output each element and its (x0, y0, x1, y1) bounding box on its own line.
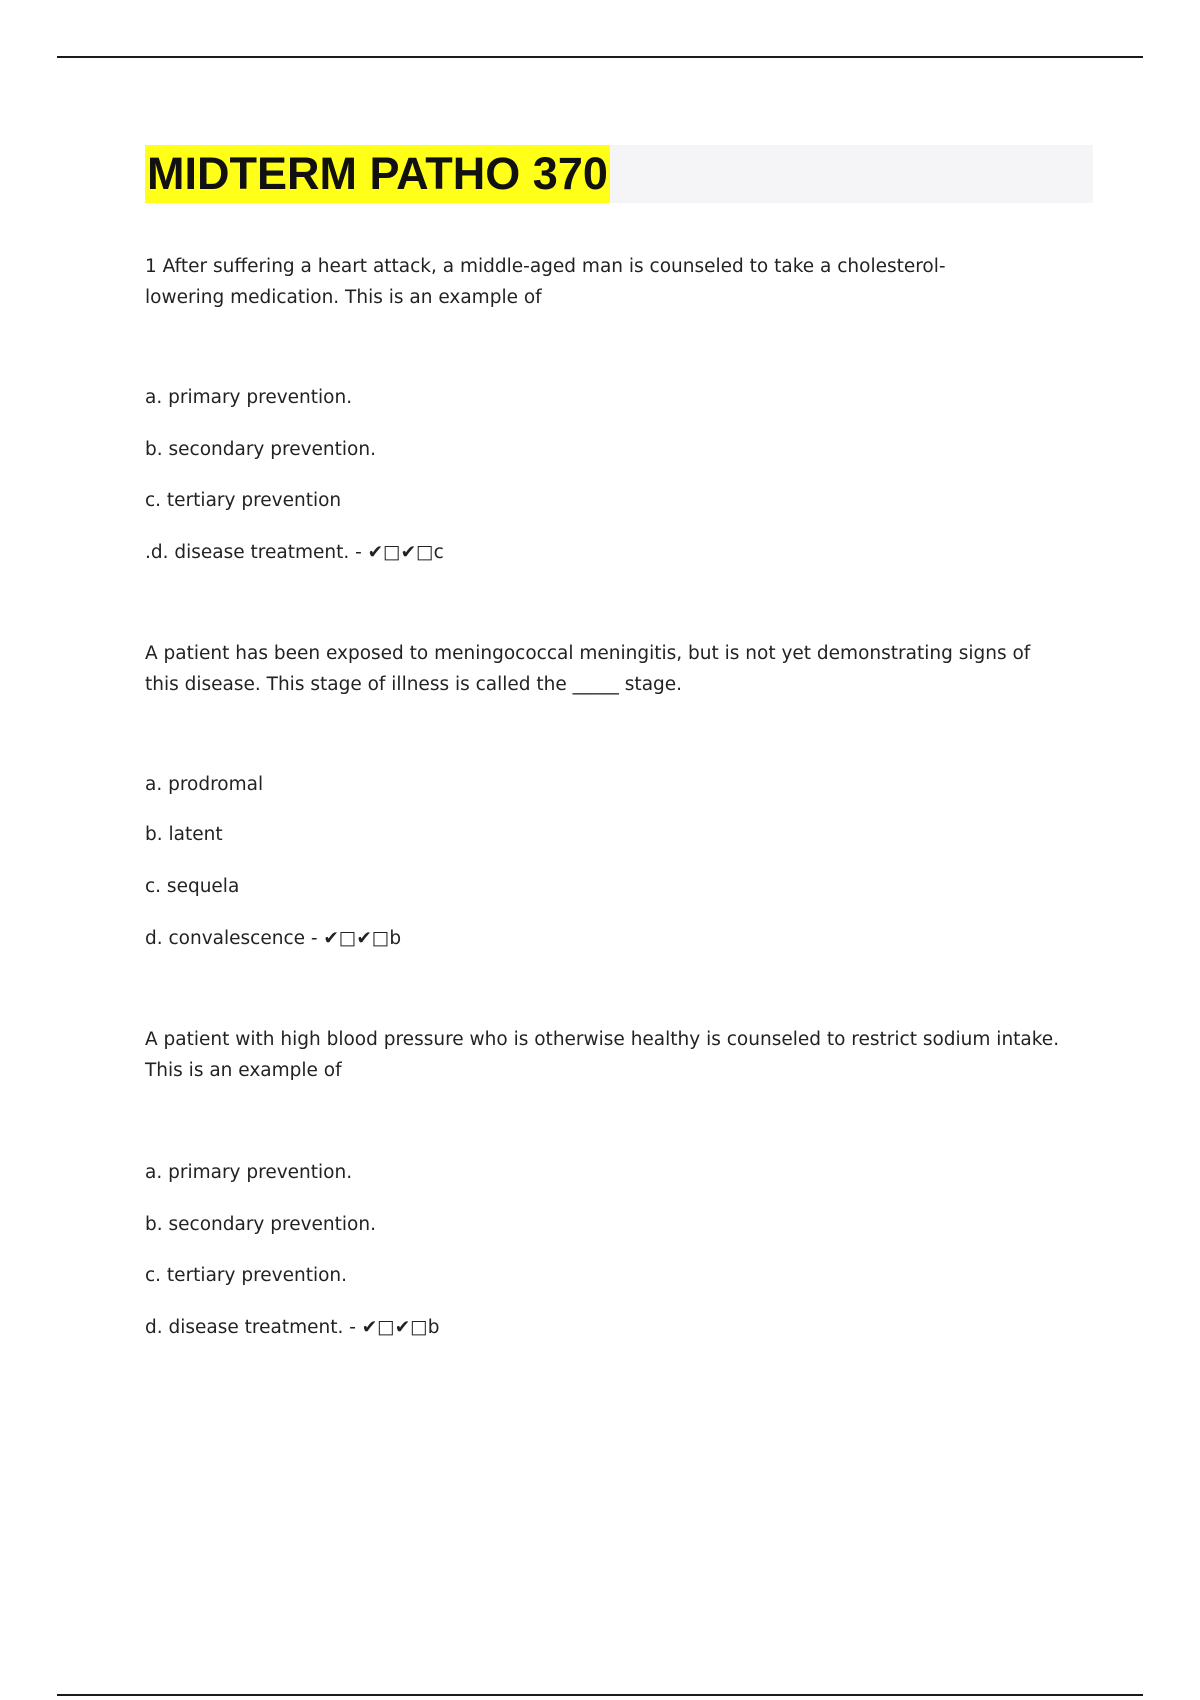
option-list (145, 1160, 1095, 1341)
option-c: c. tertiary prevention. (145, 1265, 348, 1286)
option-c: c. tertiary prevention (145, 490, 342, 511)
option-list (145, 772, 1095, 952)
option-list (145, 385, 1095, 566)
document-title: MIDTERM PATHO 370 (145, 145, 610, 203)
option-a: a. primary prevention. (145, 1162, 353, 1183)
option-b: b. secondary prevention. (145, 439, 376, 460)
option-c: c. sequela (145, 876, 240, 897)
bottom-rule (57, 1694, 1143, 1696)
option-d-answer: .d. disease treatment. - ✔□✔□c (145, 542, 444, 563)
question-list (145, 251, 1095, 1341)
option-b: b. latent (145, 824, 223, 845)
option-a: a. primary prevention. (145, 387, 353, 408)
option-b: b. secondary prevention. (145, 1214, 376, 1235)
question-prompt: A patient has been exposed to meningococcal meningitis, but is not yet demonstrating signs of this disease. This stage of illness is called the _____ stage. (145, 643, 1031, 695)
question-prompt: A patient with high blood pressure who is otherwise healthy is counseled to restrict sodium intake. This is an example of (145, 1029, 1060, 1081)
question-block-3 (145, 1024, 1095, 1341)
option-d-answer: d. disease treatment. - ✔□✔□b (145, 1317, 440, 1338)
question-block-2 (145, 638, 1095, 952)
option-d-answer: d. convalescence - ✔□✔□b (145, 928, 402, 949)
question-block-1 (145, 251, 1095, 566)
option-a: a. prodromal (145, 774, 264, 795)
top-rule (57, 56, 1143, 58)
question-prompt: 1 After suffering a heart attack, a middle-aged man is counseled to take a cholesterol-lowering medication. This is an example of (145, 256, 946, 308)
